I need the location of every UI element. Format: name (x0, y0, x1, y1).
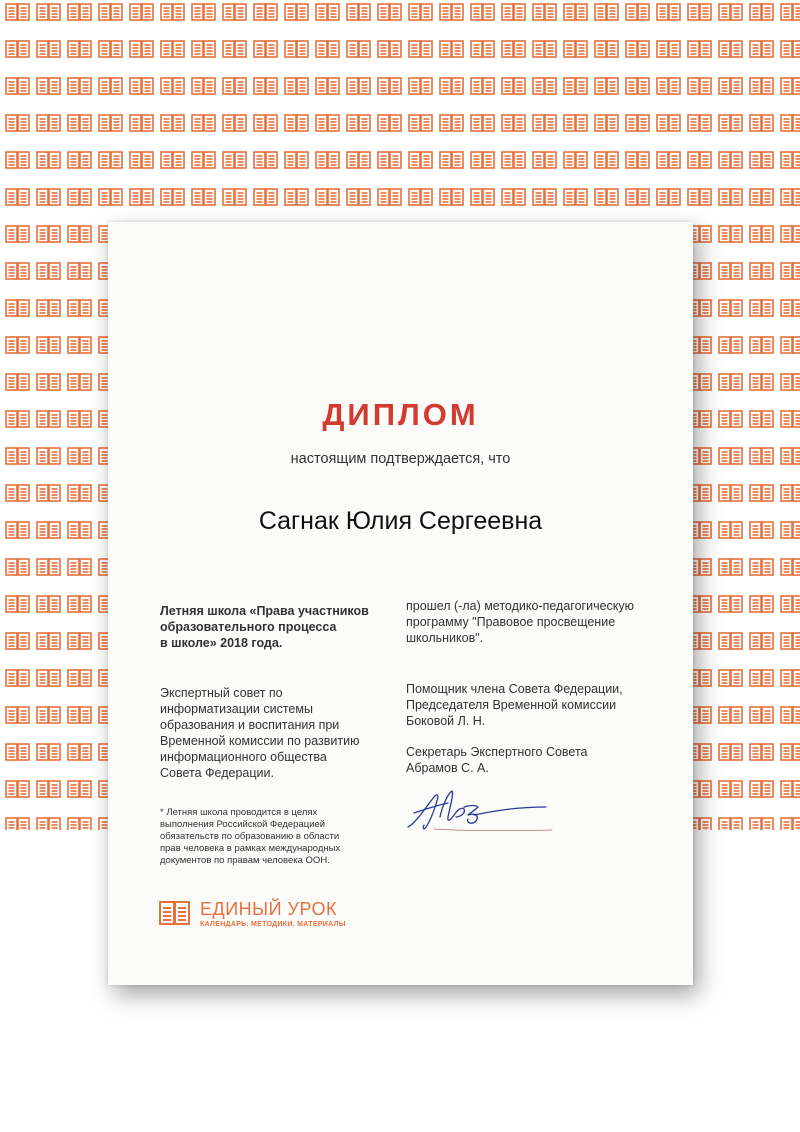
logo (158, 899, 346, 934)
logo-tagline: КАЛЕНДАРЬ. МЕТОДИКИ. МАТЕРИАЛЫ (200, 921, 346, 928)
note-line: обязательств по образованию в области (160, 831, 340, 842)
note-line: выполнения Российской Федерацией (160, 819, 326, 830)
logo-name: ЕДИНЫЙ УРОК (200, 899, 338, 919)
note-line: документов по правам человека ООН. (160, 855, 330, 866)
school-line: в школе» 2018 года. (160, 636, 283, 650)
secretary-line: Абрамов С. А. (406, 761, 489, 775)
secretary-line: Секретарь Экспертного Совета (406, 745, 588, 759)
assistant-signatory (406, 681, 666, 729)
program-line: школьников". (406, 631, 484, 645)
diploma-title: ДИПЛОМ (322, 397, 479, 432)
assistant-line: Председателя Временной комиссии (406, 698, 617, 712)
council-line: Совета Федерации. (160, 766, 274, 780)
school-line: Летняя школа «Права участников (160, 604, 369, 618)
secretary-signatory (406, 744, 666, 776)
diploma-sheet (108, 222, 693, 985)
book-logo-icon (158, 899, 192, 929)
program-text (406, 598, 666, 646)
handwritten-signature (404, 787, 554, 837)
note-line: * Летняя школа проводится в целях (160, 807, 318, 818)
program-line: прошел (-ла) методико-педагогическую (406, 599, 635, 613)
program-line: программу "Правовое просвещение (406, 615, 616, 629)
council-line: информационного общества (160, 750, 327, 764)
council-line: информатизации системы (160, 702, 313, 716)
school-line: образовательного процесса (160, 620, 337, 634)
note-line: прав человека в рамках международных (160, 843, 341, 854)
expert-council-text (160, 685, 400, 781)
assistant-line: Боковой Л. Н. (406, 714, 486, 728)
school-title (160, 603, 400, 651)
assistant-line: Помощник члена Совета Федерации, (406, 682, 623, 696)
recipient-name: Сагнак Юлия Сергеевна (258, 507, 543, 535)
council-line: Экспертный совет по (160, 686, 283, 700)
council-line: Временной комиссии по развитию (160, 734, 360, 748)
footnote (160, 807, 380, 867)
diploma-subtitle: настоящим подтверждается, что (290, 451, 511, 467)
council-line: образования и воспитания при (160, 718, 340, 732)
